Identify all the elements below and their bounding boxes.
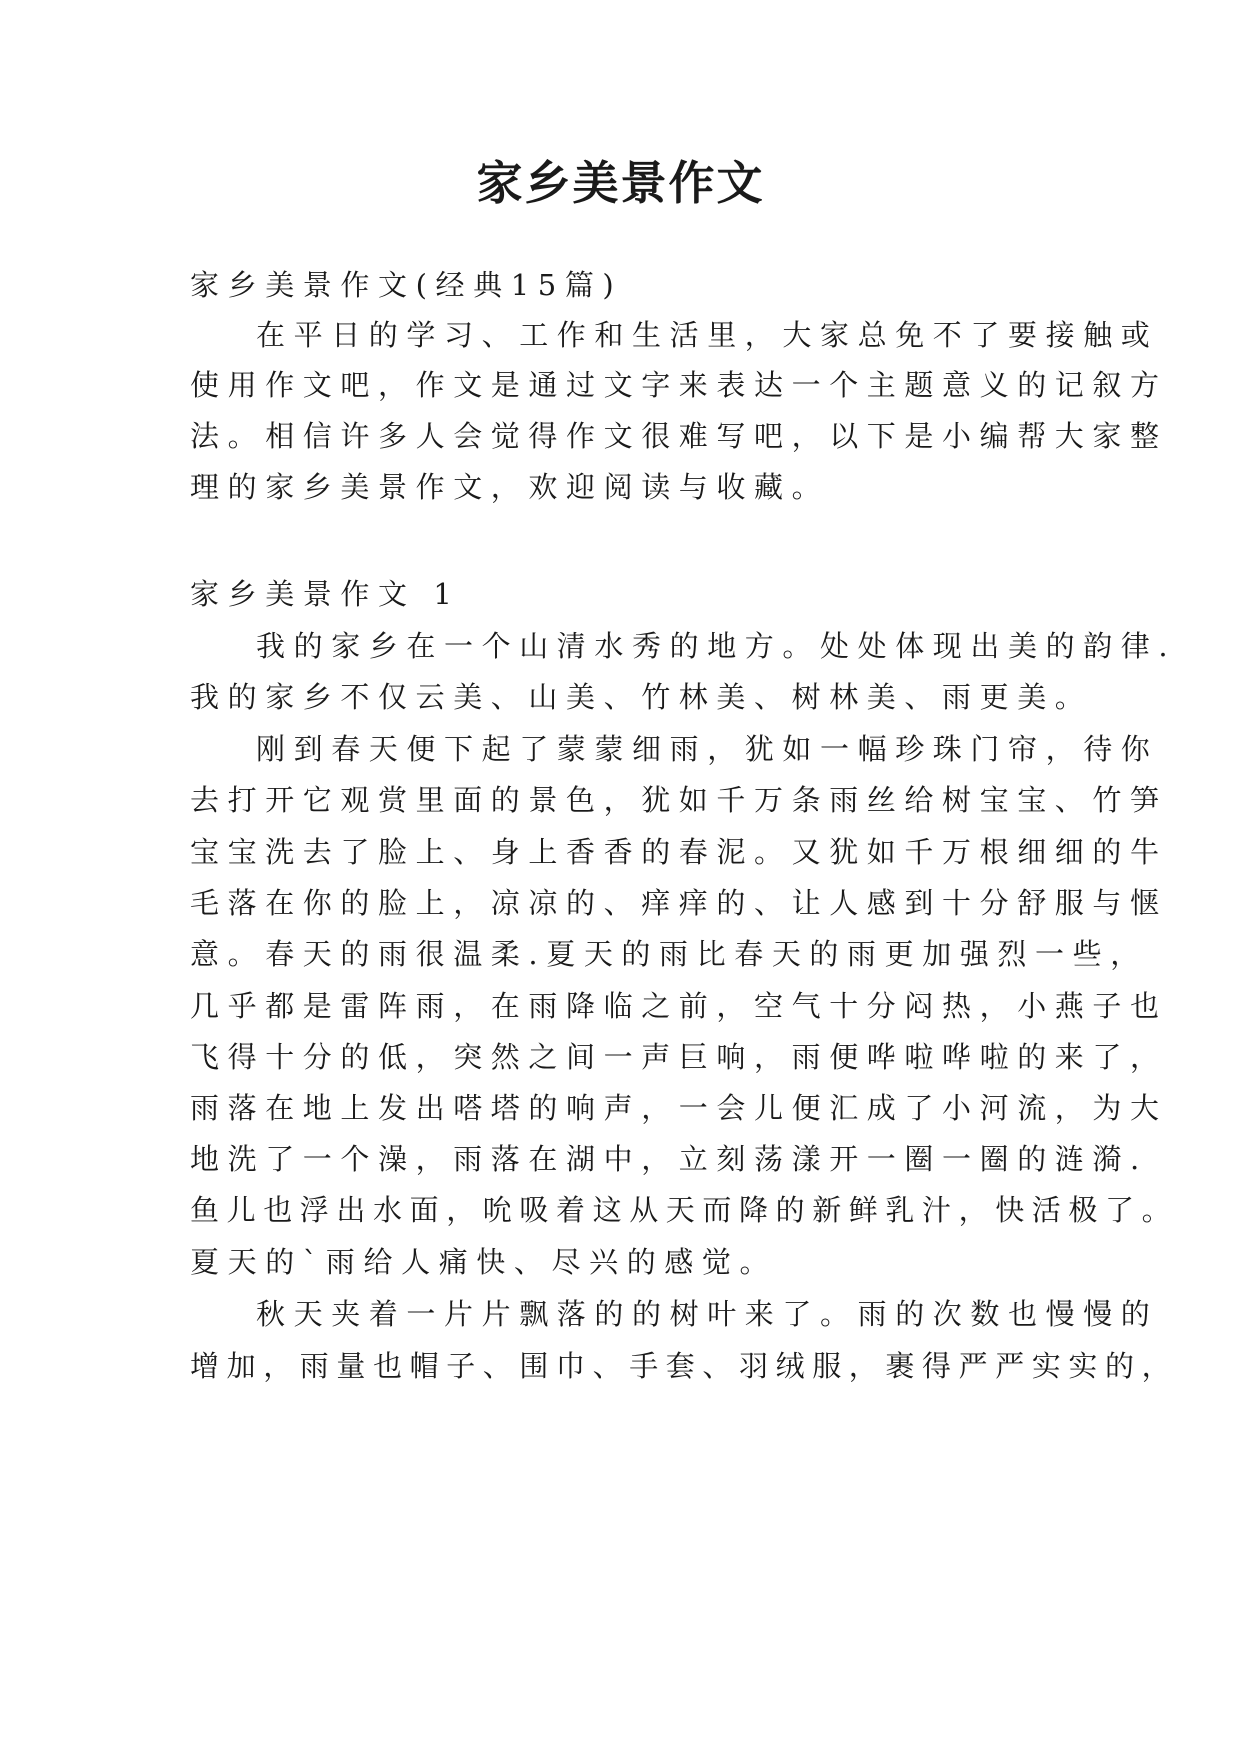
section-heading: 家乡美景作文 1	[190, 577, 461, 611]
paragraph-line: 毛落在你的脸上，凉凉的、痒痒的、让人感到十分舒服与惬	[190, 886, 1168, 920]
paragraph-line: 鱼儿也浮出水面，吮吸着这从天而降的新鲜乳汁，快活极了。	[190, 1193, 1179, 1227]
intro-line: 法。相信许多人会觉得作文很难写吧，以下是小编帮大家整	[190, 419, 1168, 453]
paragraph-line: 几乎都是雷阵雨，在雨降临之前，空气十分闷热，小燕子也	[190, 989, 1168, 1023]
paragraph-line: 秋天夹着一片片飘落的的树叶来了。雨的次数也慢慢的	[256, 1297, 1159, 1331]
document-subtitle: 家乡美景作文(经典15篇)	[190, 268, 623, 302]
paragraph-line: 增加，雨量也帽子、围巾、手套、羽绒服，裹得严严实实的，	[190, 1349, 1179, 1383]
paragraph-line: 我的家乡在一个山清水秀的地方。处处体现出美的韵律.	[256, 629, 1177, 663]
document-title: 家乡美景作文	[476, 156, 765, 210]
paragraph-line: 飞得十分的低，突然之间一声巨响，雨便哗啦哗啦的来了，	[190, 1040, 1168, 1074]
paragraph-line: 夏天的`雨给人痛快、尽兴的感觉。	[190, 1245, 778, 1279]
paragraph-line: 刚到春天便下起了蒙蒙细雨，犹如一幅珍珠门帘，待你	[256, 732, 1159, 766]
intro-line: 在平日的学习、工作和生活里，大家总免不了要接触或	[256, 318, 1159, 352]
paragraph-line: 雨落在地上发出嗒塔的响声，一会儿便汇成了小河流，为大	[190, 1091, 1168, 1125]
intro-line: 使用作文吧，作文是通过文字来表达一个主题意义的记叙方	[190, 368, 1168, 402]
paragraph-line: 我的家乡不仅云美、山美、竹林美、树林美、雨更美。	[190, 680, 1093, 714]
paragraph-line: 意。春天的雨很温柔.夏天的雨比春天的雨更加强烈一些，	[190, 937, 1148, 971]
paragraph-line: 宝宝洗去了脸上、身上香香的春泥。又犹如千万根细细的牛	[190, 835, 1168, 869]
paragraph-line: 地洗了一个澡，雨落在湖中，立刻荡漾开一圈一圈的涟漪.	[190, 1142, 1148, 1176]
intro-line: 理的家乡美景作文，欢迎阅读与收藏。	[190, 470, 830, 504]
paragraph-line: 去打开它观赏里面的景色，犹如千万条雨丝给树宝宝、竹笋	[190, 783, 1168, 817]
